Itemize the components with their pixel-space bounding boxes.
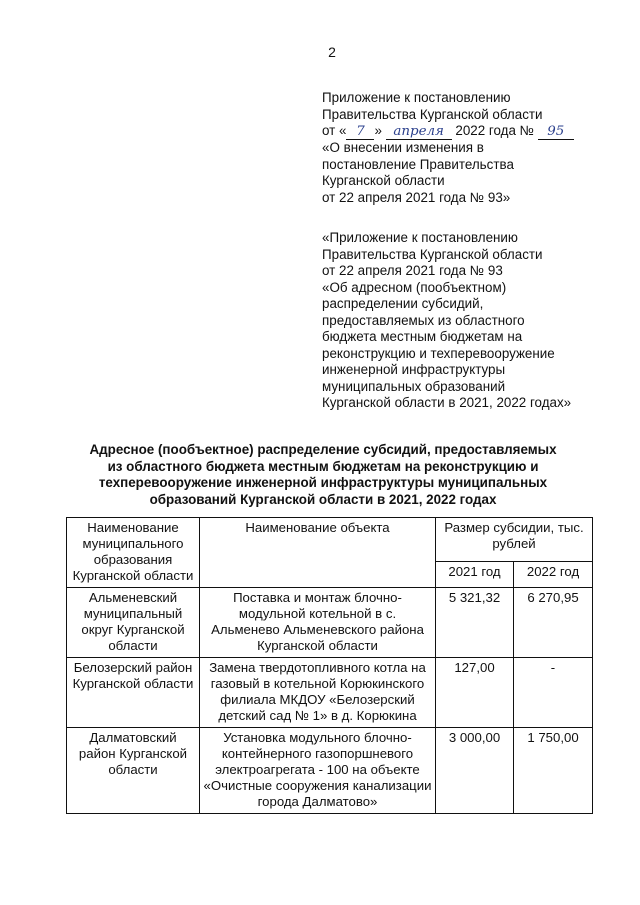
cell-municipality: Белозерский район Курганской области [67,658,200,728]
quoted-line: «Приложение к постановлению [322,230,518,245]
cell-2022: - [514,658,593,728]
cell-object: Установка модульного блочно-контейнерного газопоршневого электроагрегата - 100 на объекте «Очистные сооружения канализации города Далматово» [200,728,436,814]
quoted-line: реконструкцию и техперевооружение [322,345,555,361]
header-municipality: Наименование муниципального образования Курганской области [67,518,200,588]
date-prefix: от « [322,123,347,138]
quoted-line: «Об адресном (пообъектном) [322,279,507,295]
header-2021: 2021 год [436,562,514,588]
cell-2021: 3 000,00 [436,728,514,814]
quoted-line: инженерной инфраструктуры [322,362,506,377]
subsidy-table [66,517,593,814]
date-sep: » [374,123,382,138]
header-subsidy: Размер субсидии, тыс. рублей [436,518,593,562]
cell-2021: 5 321,32 [436,588,514,658]
date-suffix: 2022 года № [455,123,534,138]
page-number: 2 [328,44,336,60]
table-row [67,588,593,658]
header-object: Наименование объекта [200,518,436,588]
cell-2022: 1 750,00 [514,728,593,814]
appendix-line: от 22 апреля 2021 года № 93» [322,189,511,205]
cell-object: Поставка и монтаж блочно-модульной котельной в с. Альменево Альменевского района Курганской области [200,588,436,658]
title-line: из областного бюджета местным бюджетам на реконструкцию и [107,458,539,474]
handwritten-month: апреля [386,125,452,140]
quoted-line: предоставляемых из областного [322,312,525,328]
table-header-row [67,518,593,562]
title-line: техперевооружение инженерной инфраструктуры муниципальных [98,475,548,490]
quoted-line: Курганской области в 2021, 2022 годах» [322,395,572,410]
appendix-line: Курганской области [322,173,445,188]
appendix-line: Приложение к постановлению [322,90,511,105]
quoted-line: Правительства Курганской области [322,246,543,262]
handwritten-day: 7 [346,125,374,140]
appendix-line: Правительства Курганской области [322,106,543,122]
title-line: образований Курганской области в 2021, 2022 годах [149,491,497,507]
handwritten-doc-number: 95 [538,125,574,140]
appendix-date-line [322,123,612,140]
cell-2021: 127,00 [436,658,514,728]
appendix-line: «О внесении изменения в [322,140,484,155]
quoted-line: бюджета местным бюджетам на [322,329,523,344]
quoted-line: распределении субсидий, [322,296,484,311]
quoted-line: муниципальных образований [322,378,506,394]
quoted-line: от 22 апреля 2021 года № 93 [322,263,503,278]
title-line: Адресное (пообъектное) распределение субсидий, предоставляемых [89,442,557,457]
appendix-quoted [322,230,612,412]
document-title [68,442,578,508]
table-row [67,658,593,728]
cell-municipality: Альменевский муниципальный округ Курганской области [67,588,200,658]
table-row [67,728,593,814]
appendix-header [322,90,612,206]
header-2022: 2022 год [514,562,593,588]
cell-municipality: Далматовский район Курганской области [67,728,200,814]
cell-2022: 6 270,95 [514,588,593,658]
cell-object: Замена твердотопливного котла на газовый в котельной Корюкинского филиала МКДОУ «Белозерский детский сад № 1» в д. Корюкина [200,658,436,728]
appendix-line: постановление Правительства [322,156,514,172]
